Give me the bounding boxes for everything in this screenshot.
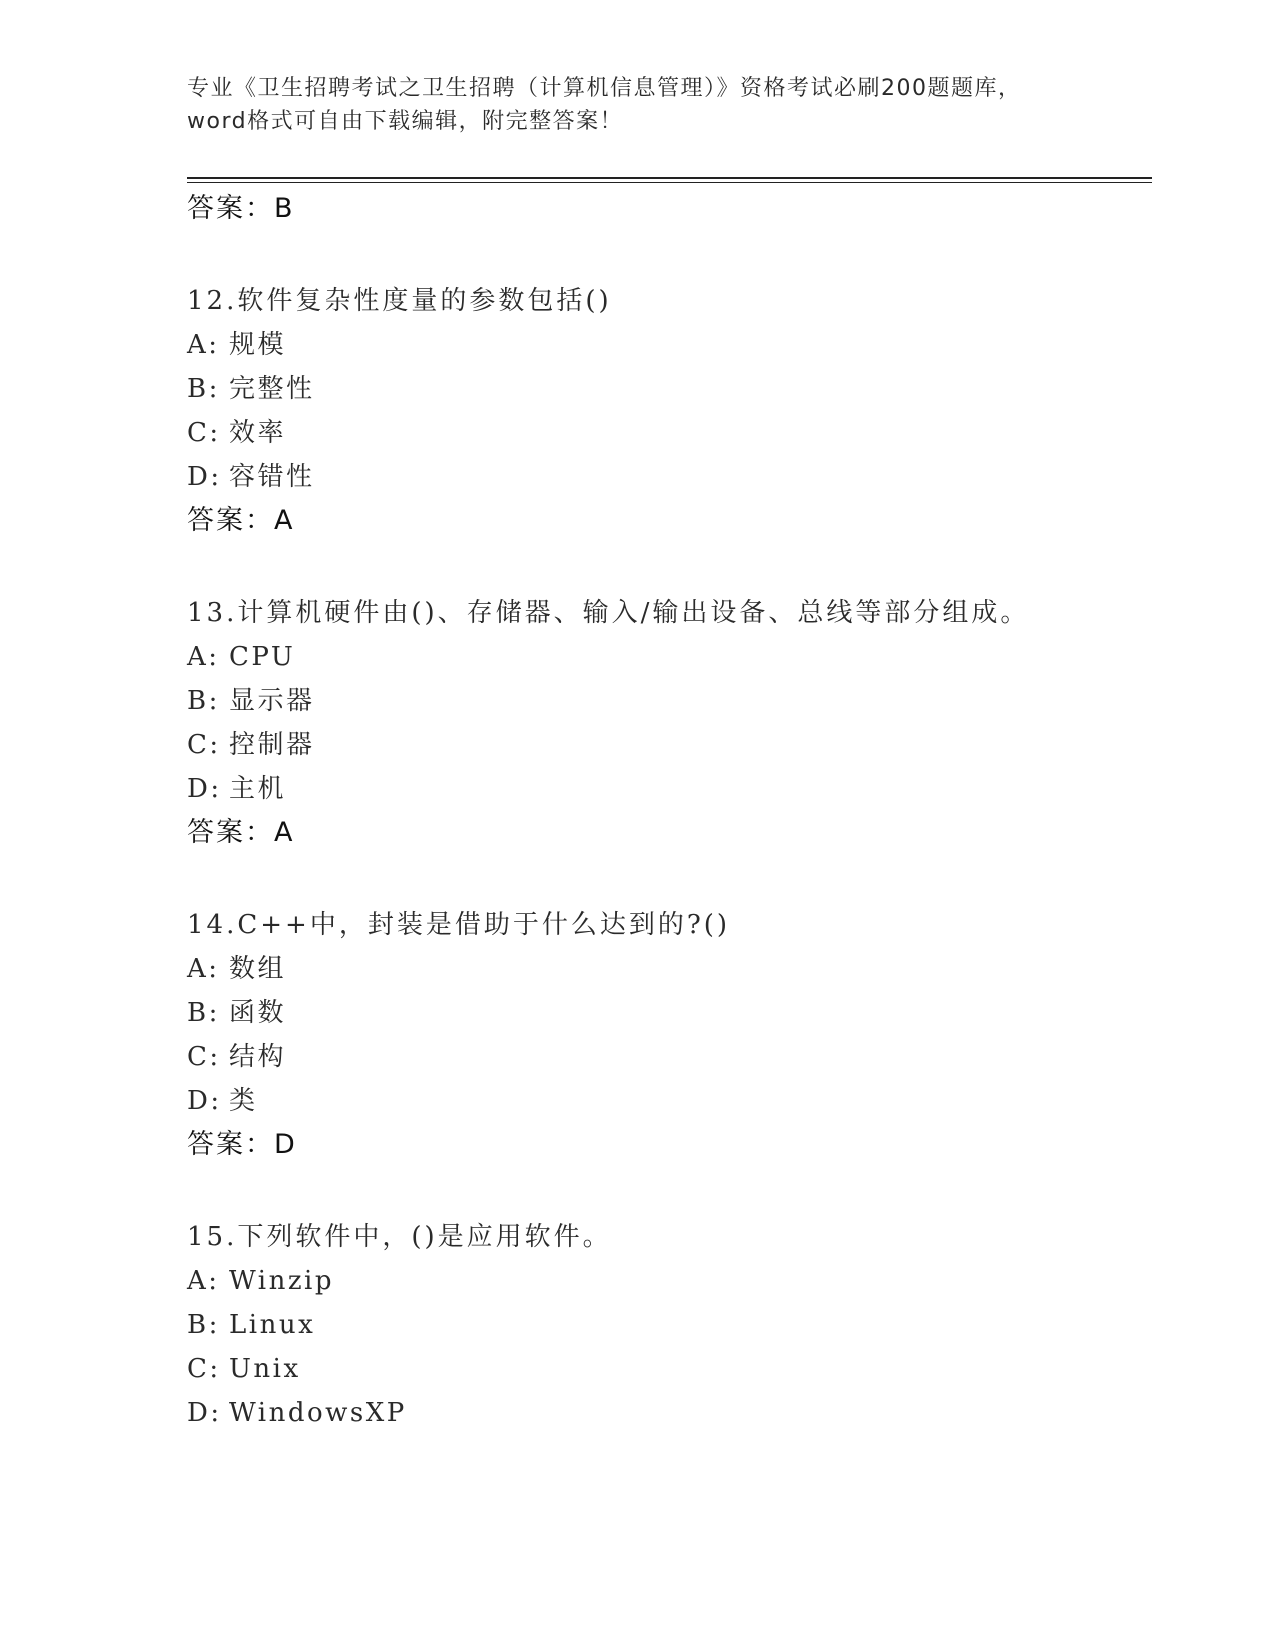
option-text: 效率 <box>229 418 287 448</box>
question-answer: 答案：A <box>187 817 295 848</box>
header-line-2: word格式可自由下载编辑，附完整答案！ <box>187 109 624 134</box>
option-text: WindowsXP <box>229 1398 407 1428</box>
option-b <box>187 991 1147 1035</box>
option-c <box>187 1035 1147 1079</box>
option-key: D: <box>187 1086 222 1116</box>
option-d <box>187 455 1147 499</box>
option-key: B: <box>187 1310 220 1340</box>
option-key: B: <box>187 998 220 1028</box>
option-key: B: <box>187 374 220 404</box>
option-c <box>187 1347 1147 1391</box>
option-key: A: <box>187 1266 220 1296</box>
option-b <box>187 679 1147 723</box>
option-text: CPU <box>229 642 296 672</box>
question-12 <box>187 279 1147 541</box>
question-text: 13.计算机硬件由()、存储器、输入/输出设备、总线等部分组成。 <box>187 598 1030 628</box>
option-text: 显示器 <box>229 686 315 716</box>
question-14 <box>187 903 1147 1165</box>
option-key: C: <box>187 1042 221 1072</box>
option-text: 控制器 <box>229 730 315 760</box>
option-key: C: <box>187 730 221 760</box>
question-answer: 答案：D <box>187 1129 297 1160</box>
option-a <box>187 1259 1147 1303</box>
option-key: D: <box>187 462 222 492</box>
question-13 <box>187 591 1147 853</box>
header-divider-thick <box>187 177 1152 179</box>
option-c <box>187 723 1147 767</box>
question-15 <box>187 1215 1147 1435</box>
question-text: 15.下列软件中，()是应用软件。 <box>187 1222 612 1252</box>
option-key: B: <box>187 686 220 716</box>
option-text: 规模 <box>229 330 287 360</box>
option-key: D: <box>187 1398 222 1428</box>
header-divider-thin <box>187 182 1152 183</box>
option-text: 类 <box>229 1086 258 1116</box>
option-key: C: <box>187 1354 221 1384</box>
option-text: 结构 <box>229 1042 287 1072</box>
option-a <box>187 323 1147 367</box>
option-text: 主机 <box>229 774 287 804</box>
option-key: A: <box>187 954 220 984</box>
option-a <box>187 635 1147 679</box>
question-answer: 答案：A <box>187 505 295 536</box>
option-a <box>187 947 1147 991</box>
option-d <box>187 1079 1147 1123</box>
option-text: 函数 <box>229 998 287 1028</box>
option-text: 数组 <box>229 954 287 984</box>
option-b <box>187 367 1147 411</box>
option-text: Unix <box>229 1354 301 1384</box>
option-key: A: <box>187 330 220 360</box>
question-text: 14.C++中，封装是借助于什么达到的?() <box>187 910 731 940</box>
option-text: Linux <box>229 1310 316 1340</box>
option-key: A: <box>187 642 220 672</box>
option-d <box>187 1391 1147 1435</box>
option-text: 容错性 <box>229 462 315 492</box>
previous-question-answer: 答案：B <box>187 193 295 224</box>
option-d <box>187 767 1147 811</box>
question-text: 12.软件复杂性度量的参数包括() <box>187 286 612 316</box>
option-b <box>187 1303 1147 1347</box>
document-header <box>187 72 1087 138</box>
option-key: C: <box>187 418 221 448</box>
header-line-1: 专业《卫生招聘考试之卫生招聘（计算机信息管理）》资格考试必刷200题题库， <box>187 76 1022 101</box>
option-text: 完整性 <box>229 374 315 404</box>
option-key: D: <box>187 774 222 804</box>
option-text: Winzip <box>229 1266 334 1296</box>
option-c <box>187 411 1147 455</box>
document-body <box>187 189 1147 1435</box>
